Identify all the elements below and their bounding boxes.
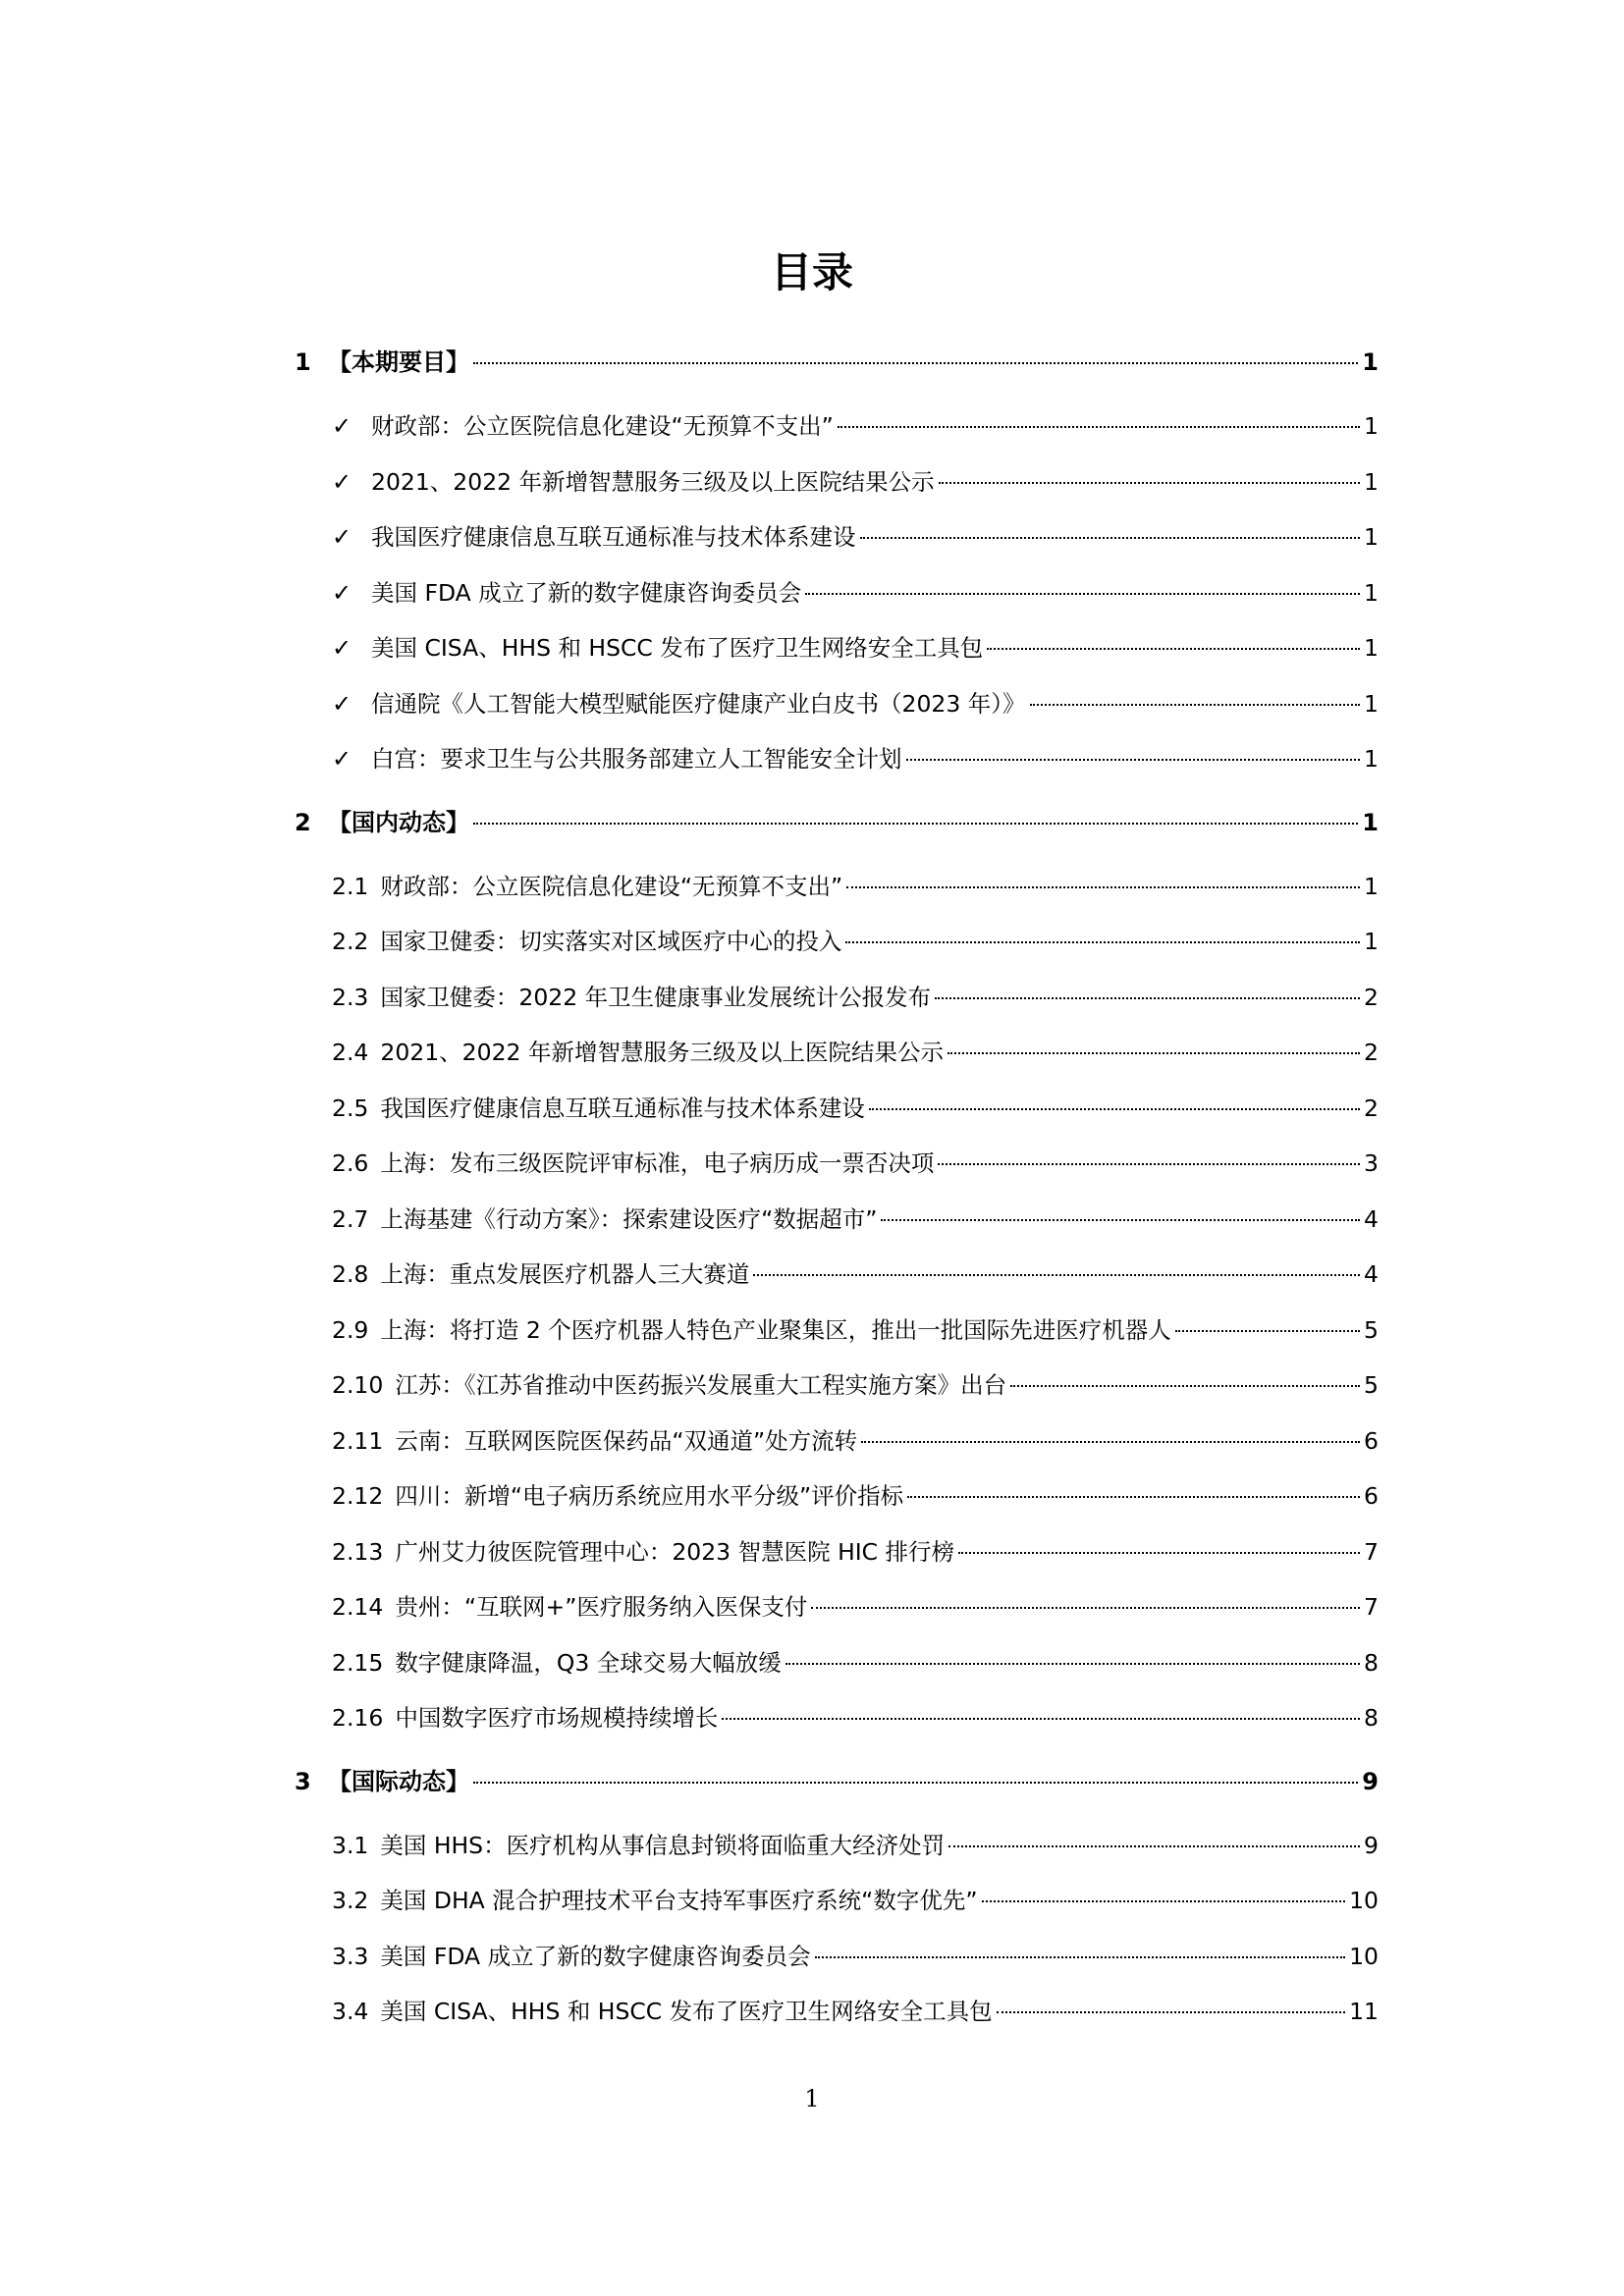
toc-page-number: 3 (1364, 1149, 1379, 1177)
toc-item[interactable] (295, 1873, 1379, 1929)
footer-page-number: 1 (804, 2085, 820, 2112)
toc-item[interactable] (295, 1690, 1379, 1746)
toc-page-number: 2 (1364, 1039, 1379, 1066)
dot-leader (1010, 1385, 1360, 1387)
checkmark-icon: ✓ (332, 412, 352, 440)
toc-item-number: 2.2 (332, 928, 369, 955)
toc-item-number: 3.3 (332, 1942, 369, 1970)
toc-item-number: 2.6 (332, 1149, 369, 1177)
toc-page-number: 7 (1364, 1537, 1379, 1566)
toc-item[interactable] (295, 454, 1379, 510)
dot-leader (753, 1274, 1360, 1276)
toc-page-number: 10 (1349, 1887, 1379, 1914)
toc-item[interactable] (295, 1025, 1379, 1081)
toc-item-number: 2.5 (332, 1094, 369, 1122)
toc-page-number: 1 (1364, 745, 1379, 773)
dot-leader (907, 1496, 1360, 1498)
checkmark-icon: ✓ (332, 634, 352, 662)
toc-item[interactable] (295, 859, 1379, 915)
toc-item-label: 中国数字医疗市场规模持续增长 (395, 1704, 719, 1732)
toc-section-number: 3 (295, 1767, 311, 1795)
toc-page-number: 5 (1364, 1315, 1379, 1344)
dot-leader (845, 941, 1360, 943)
toc-item-number: 3.2 (332, 1887, 369, 1914)
toc-item-label: 江苏：《江苏省推动中医药振兴发展重大工程实施方案》出台 (395, 1371, 1007, 1399)
toc-item-label: 美国 FDA 成立了新的数字健康咨询委员会 (371, 578, 802, 607)
checkmark-icon: ✓ (332, 578, 352, 607)
toc-page-number: 9 (1362, 1767, 1379, 1795)
toc-item-label: 我国医疗健康信息互联互通标准与技术体系建设 (371, 523, 856, 551)
dot-leader (846, 886, 1360, 888)
toc-page-number: 1 (1364, 872, 1379, 900)
dot-leader (1175, 1330, 1360, 1332)
checkmark-icon: ✓ (332, 523, 352, 551)
toc-section-1[interactable] (295, 327, 1379, 399)
toc-page-number: 1 (1364, 412, 1379, 440)
checkmark-icon: ✓ (332, 467, 352, 496)
toc-page-number: 9 (1364, 1831, 1379, 1859)
toc-item-label: 美国 CISA、HHS 和 HSCC 发布了医疗卫生网络安全工具包 (380, 1998, 993, 2025)
toc-page-number: 4 (1364, 1204, 1379, 1233)
toc-item[interactable] (295, 1818, 1379, 1874)
checkmark-icon: ✓ (332, 689, 352, 718)
dot-leader (948, 1845, 1360, 1847)
dot-leader (906, 759, 1361, 761)
toc-item-number: 2.15 (332, 1648, 384, 1677)
toc-section-3[interactable] (295, 1746, 1379, 1818)
toc-page-number: 1 (1364, 523, 1379, 551)
toc-item-label: 白宫：要求卫生与公共服务部建立人工智能安全计划 (371, 745, 902, 773)
toc-item-label: 四川：新增“电子病历系统应用水平分级”评价指标 (395, 1482, 904, 1510)
toc-item[interactable] (295, 1247, 1379, 1303)
dot-leader (785, 1663, 1360, 1665)
dot-leader (997, 2011, 1345, 2013)
toc-page-number: 7 (1364, 1593, 1379, 1621)
toc-page-number: 11 (1349, 1998, 1379, 2025)
toc-item[interactable] (295, 1524, 1379, 1580)
toc-item-number: 3.4 (332, 1998, 369, 2025)
toc-item-label: 美国 CISA、HHS 和 HSCC 发布了医疗卫生网络安全工具包 (371, 634, 984, 662)
toc-item-number: 3.1 (332, 1831, 369, 1859)
dot-leader (958, 1552, 1360, 1554)
toc-section-label: 【国际动态】 (328, 1767, 469, 1795)
toc-page-number: 1 (1364, 634, 1379, 662)
toc-item-label: 信通院《人工智能大模型赋能医疗健康产业白皮书（2023 年）》 (371, 689, 1026, 718)
toc-section-2[interactable] (295, 787, 1379, 859)
toc-item-label: 财政部：公立医院信息化建设“无预算不支出” (371, 412, 834, 440)
toc-page-number: 8 (1364, 1704, 1379, 1732)
toc-item-label: 美国 FDA 成立了新的数字健康咨询委员会 (380, 1942, 811, 1970)
toc-item[interactable] (295, 1136, 1379, 1192)
page-title: 目录 (770, 248, 853, 296)
toc-item[interactable] (295, 620, 1379, 676)
dot-leader (473, 362, 1358, 364)
toc-item[interactable] (295, 731, 1379, 787)
toc-item[interactable] (295, 1414, 1379, 1469)
toc-page-number: 4 (1364, 1260, 1379, 1288)
toc-page-number: 1 (1364, 689, 1379, 718)
toc-page-number: 6 (1364, 1482, 1379, 1510)
toc-section-label: 【国内动态】 (328, 808, 469, 836)
toc-item-number: 2.12 (332, 1482, 384, 1510)
toc-item-label: 贵州：“互联网+”医疗服务纳入医保支付 (395, 1593, 808, 1621)
dot-leader (987, 648, 1360, 650)
toc-item-label: 云南：互联网医院医保药品“双通道”处方流转 (395, 1426, 858, 1455)
toc-item[interactable] (295, 1358, 1379, 1414)
toc-item[interactable] (295, 1081, 1379, 1137)
toc-item[interactable] (295, 1984, 1379, 2040)
toc-item[interactable] (295, 970, 1379, 1026)
dot-leader (860, 537, 1361, 539)
toc-page-number: 1 (1362, 348, 1379, 376)
toc-item[interactable] (295, 565, 1379, 621)
toc-item-number: 2.8 (332, 1260, 369, 1288)
toc-page-number: 1 (1364, 578, 1379, 607)
toc-item-number: 2.7 (332, 1204, 369, 1233)
toc-page-number: 8 (1364, 1648, 1379, 1677)
toc-item[interactable] (295, 1192, 1379, 1248)
dot-leader (811, 1607, 1360, 1609)
dot-leader (805, 593, 1360, 595)
checkmark-icon: ✓ (332, 745, 352, 773)
toc-item-number: 2.9 (332, 1315, 369, 1344)
dot-leader (473, 823, 1358, 825)
toc-section-number: 2 (295, 808, 311, 836)
toc-item-label: 上海：重点发展医疗机器人三大赛道 (380, 1260, 750, 1288)
toc-page-number: 2 (1364, 1094, 1379, 1122)
dot-leader (869, 1108, 1360, 1110)
toc-item-label: 上海：发布三级医院评审标准，电子病历成一票否决项 (380, 1149, 935, 1177)
toc-item-number: 2.16 (332, 1704, 384, 1732)
toc-item[interactable] (295, 1635, 1379, 1691)
toc-item-label: 2021、2022 年新增智慧服务三级及以上医院结果公示 (380, 1039, 944, 1066)
toc-item-label: 上海：将打造 2 个医疗机器人特色产业聚集区，推出一批国际先进医疗机器人 (380, 1315, 1171, 1344)
toc-item-number: 2.13 (332, 1537, 384, 1566)
toc-item-label: 上海基建《行动方案》：探索建设医疗“数据超市” (380, 1204, 878, 1233)
toc-page-number: 1 (1364, 467, 1379, 496)
dot-leader (861, 1441, 1360, 1443)
toc-page-number: 6 (1364, 1426, 1379, 1455)
toc-item-number: 2.14 (332, 1593, 384, 1621)
dot-leader (982, 1900, 1346, 1902)
toc-item[interactable] (295, 1468, 1379, 1524)
dot-leader (939, 482, 1360, 484)
toc-item-number: 2.3 (332, 983, 369, 1011)
dot-leader (838, 426, 1360, 428)
toc-item[interactable] (295, 1303, 1379, 1359)
dot-leader (815, 1956, 1346, 1958)
toc-page-number: 1 (1364, 928, 1379, 955)
toc-item-label: 美国 DHA 混合护理技术平台支持军事医疗系统“数字优先” (380, 1887, 978, 1914)
dot-leader (947, 1052, 1360, 1054)
toc-item[interactable] (295, 1929, 1379, 1985)
toc-item-label: 2021、2022 年新增智慧服务三级及以上医院结果公示 (371, 467, 935, 496)
toc-page-number: 1 (1362, 808, 1379, 836)
dot-leader (1030, 704, 1361, 706)
toc-item-label: 美国 HHS：医疗机构从事信息封锁将面临重大经济处罚 (380, 1831, 946, 1859)
toc-item-label: 我国医疗健康信息互联互通标准与技术体系建设 (380, 1094, 865, 1122)
dot-leader (881, 1219, 1360, 1221)
toc-item[interactable] (295, 676, 1379, 732)
dot-leader (473, 1782, 1358, 1784)
dot-leader (722, 1718, 1360, 1720)
toc-item-number: 2.4 (332, 1039, 369, 1066)
toc-item-label: 数字健康降温，Q3 全球交易大幅放缓 (395, 1648, 782, 1677)
toc-item[interactable] (295, 914, 1379, 970)
toc-page-number: 2 (1364, 983, 1379, 1011)
toc-item-number: 2.11 (332, 1426, 384, 1455)
toc-item-label: 国家卫健委：切实落实对区域医疗中心的投入 (380, 928, 842, 955)
toc-item-number: 2.1 (332, 872, 369, 900)
toc-item[interactable] (295, 399, 1379, 454)
toc-item-label: 国家卫健委：2022 年卫生健康事业发展统计公报发布 (380, 983, 932, 1011)
toc-item-number: 2.10 (332, 1371, 384, 1399)
dot-leader (938, 1163, 1360, 1165)
toc-section-number: 1 (295, 348, 311, 376)
toc-section-label: 【本期要目】 (328, 348, 469, 376)
toc-item-label: 广州艾力彼医院管理中心：2023 智慧医院 HIC 排行榜 (395, 1537, 955, 1566)
table-of-contents (295, 327, 1379, 2040)
dot-leader (935, 997, 1360, 999)
toc-page-number: 10 (1349, 1942, 1379, 1970)
toc-item-label: 财政部：公立医院信息化建设“无预算不支出” (380, 872, 843, 900)
toc-page-number: 5 (1364, 1371, 1379, 1399)
toc-item[interactable] (295, 509, 1379, 565)
toc-item[interactable] (295, 1579, 1379, 1635)
